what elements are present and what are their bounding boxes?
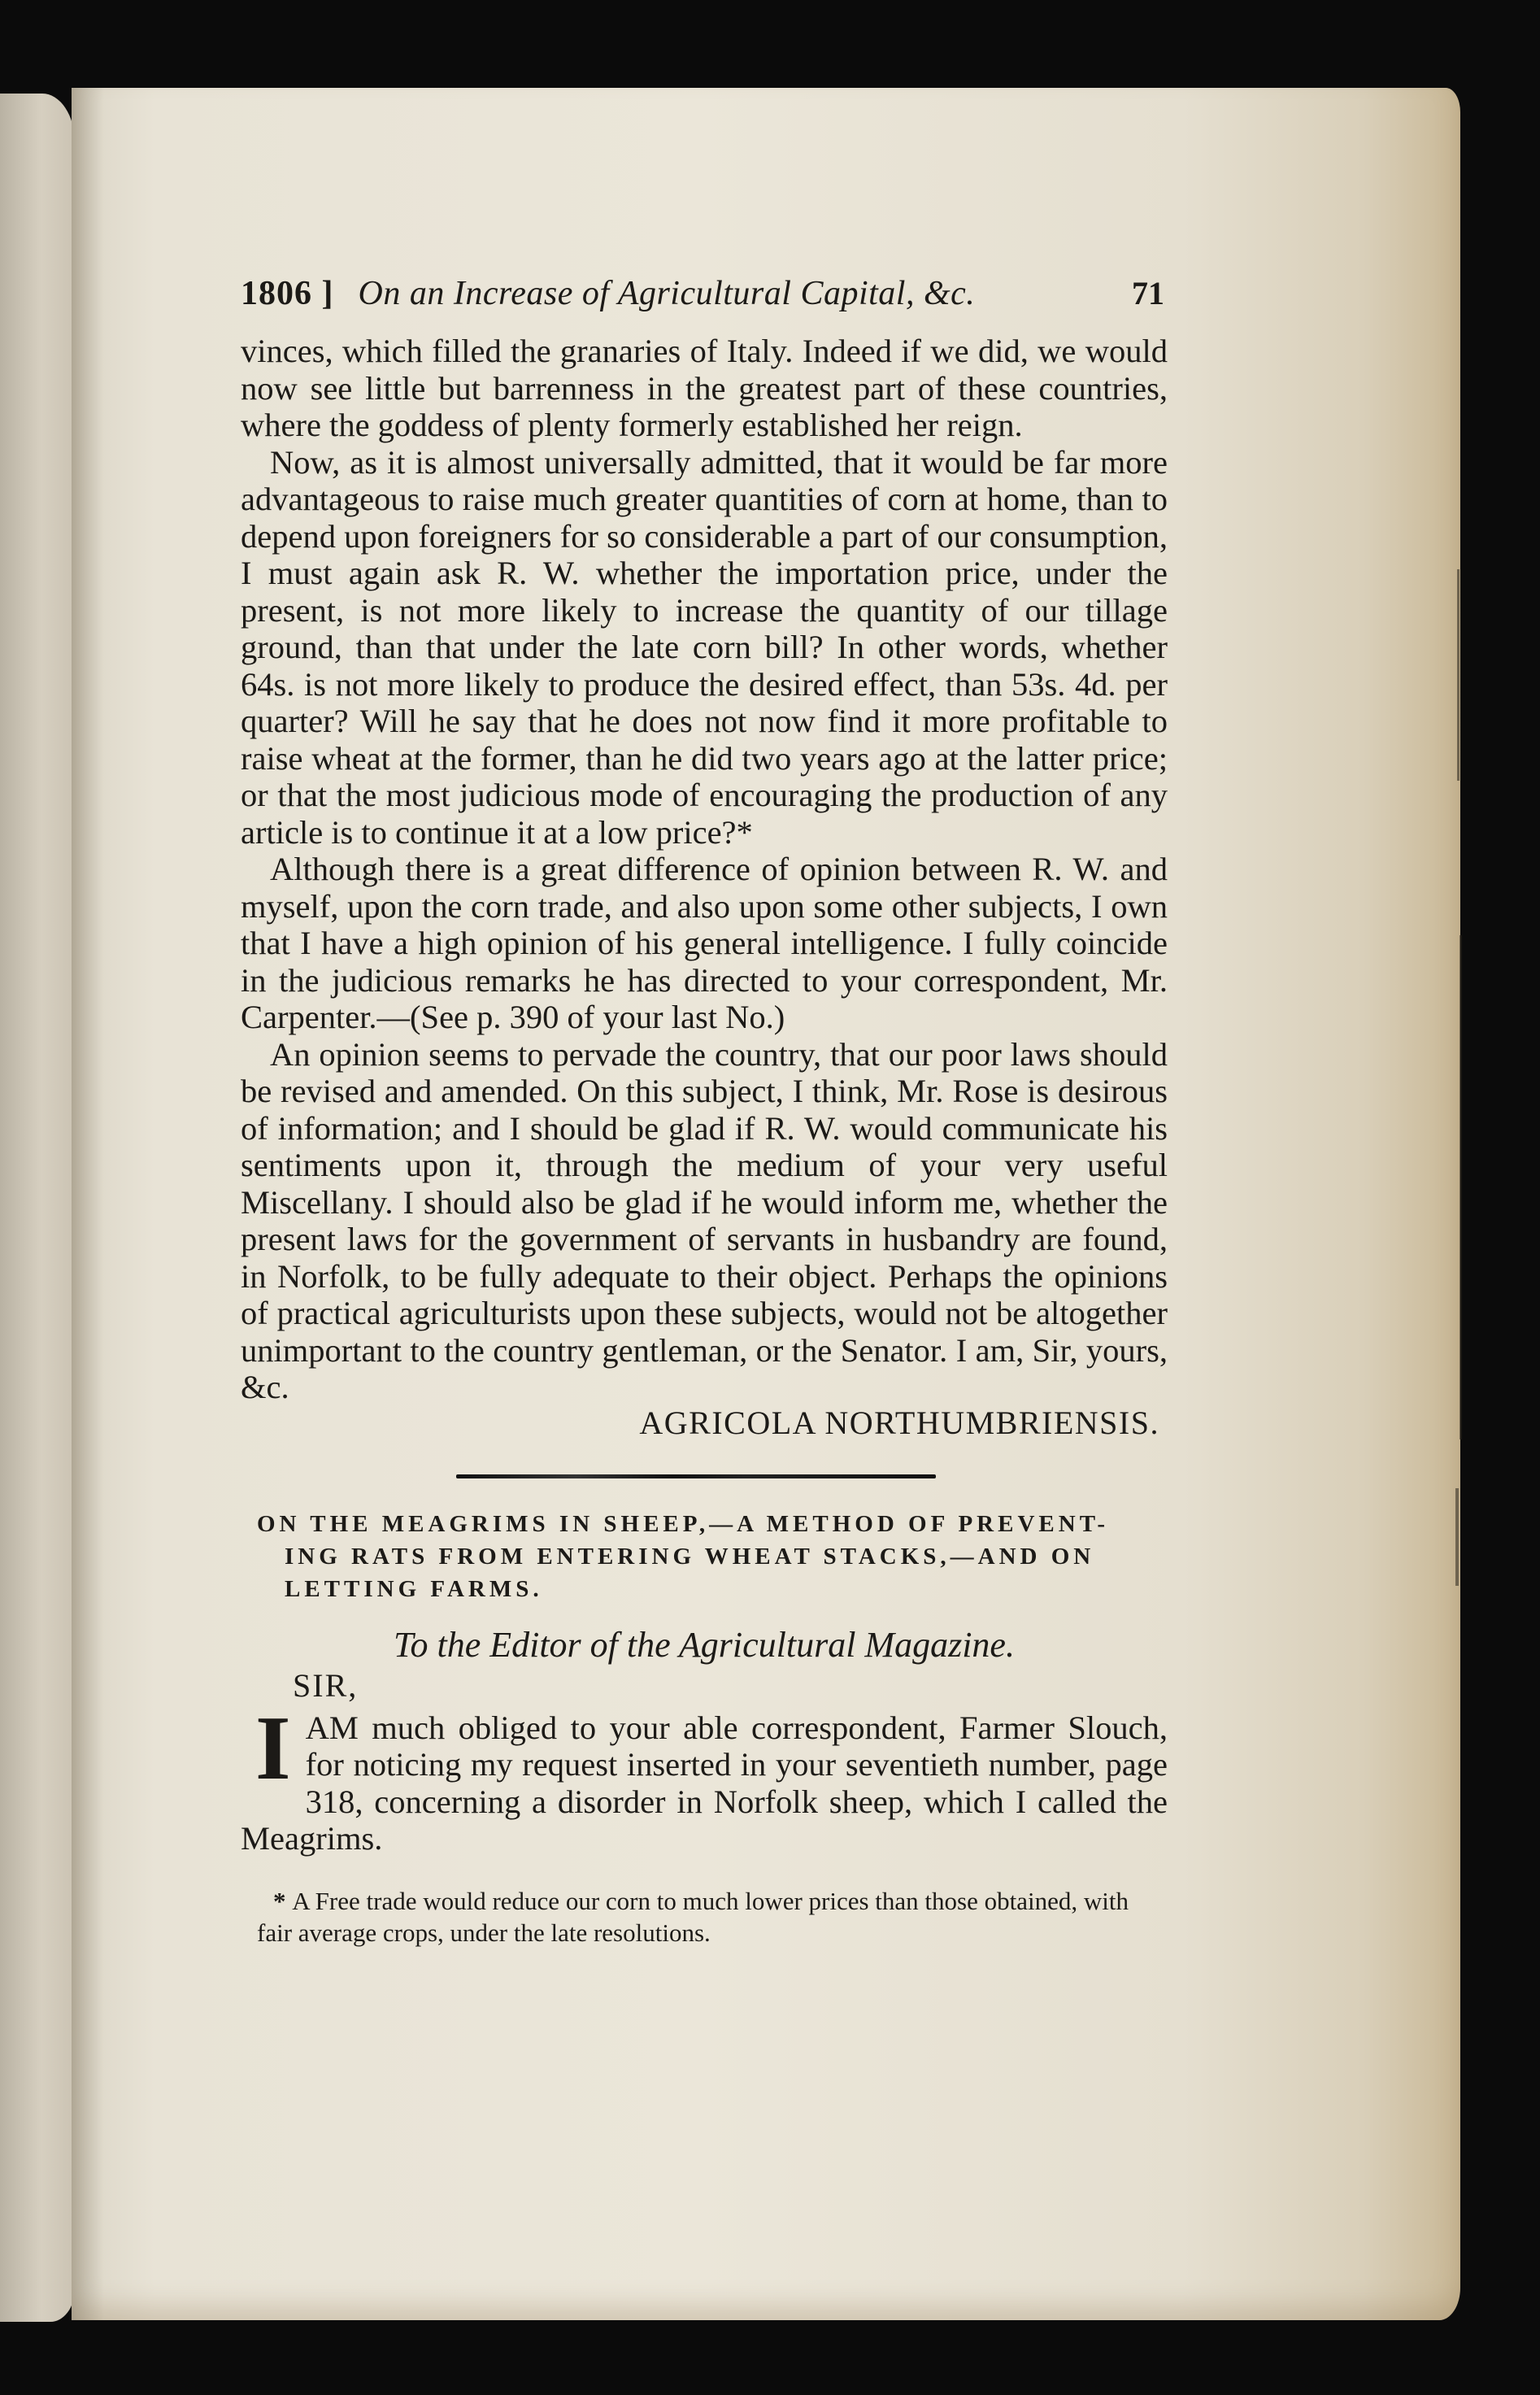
binding-mark	[1460, 935, 1462, 1439]
article-heading-line1: ON THE MEAGRIMS IN SHEEP,—A METHOD OF PREVENT-	[257, 1510, 1110, 1537]
paragraph-corn-importation: Now, as it is almost universally admitted, that it would be far more advantageous to raise much greater quantities of corn at home, than to depend upon foreigners for so considerable a part of our consumption, I must again ask R. W. whether the importation price, under the present, is not more likely to increase the quantity of our tillage ground, than that under the late corn bill? In other words, whether 64s. is not more likely to produce the desired effect, than 53s. 4d. per quarter? Will he say that he does not now find it more profitable to raise wheat at the former, than he did two years ago at the latter price; or that the most judicious mode of encouraging the production of any article is to continue it at a low price?*	[241, 443, 1168, 851]
salutation: SIR,	[293, 1666, 359, 1704]
paragraph-difference-of-opinion: Although there is a great difference of opinion between R. W. and myself, upon the corn trade, and also upon some other subjects, I own that I have a high opinion of his general intelligence. I fully coincide in the judicious remarks he has directed to your correspondent, Mr. Carpenter.—(See p. 390 of your last No.)	[241, 851, 1168, 1035]
page-number: 71	[1132, 275, 1164, 311]
article-body-text: AM much obliged to your able correspondent, Farmer Slouch, for noticing my request inserted in your seventieth number, page 318, concerning a disorder in Norfolk sheep, which I called the Meagrims.	[241, 1709, 1168, 1857]
article-body	[241, 1697, 1168, 1857]
article-heading-line3: LETTING FARMS.	[285, 1575, 543, 1602]
running-head-year: 1806 ]	[241, 275, 334, 312]
article-heading-line2: ING RATS FROM ENTERING WHEAT STACKS,—AND ON	[285, 1543, 1095, 1570]
footnote-text: A Free trade would reduce our corn to much lower prices than those obtained, with fair average crops, under the late resolutions.	[257, 1886, 1129, 1947]
paragraph-poor-laws: An opinion seems to pervade the country, that our poor laws should be revised and amended. On this subject, I think, Mr. Rose is desirous of information; and I should be glad if R. W. would communicate his sentiments upon it, through the medium of your very useful Miscellany. I should also be glad if he would inform me, whether the present laws for the government of servants in husbandry are found, in Norfolk, to be fully adequate to their object. Perhaps the opinions of practical agriculturists upon these subjects, would not be altogether unimportant to the country gentleman, or the Senator. I am, Sir, yours, &c.	[241, 1035, 1168, 1405]
gutter-shadow	[72, 88, 104, 2320]
paragraph-continuation: vinces, which filled the granaries of Italy. Indeed if we did, we would now see little but barrenness in the greatest part of these countries, where the goddess of plenty formerly established her reign.	[241, 333, 1168, 443]
facing-page-edge	[0, 94, 75, 2322]
section-divider-rule	[456, 1474, 936, 1478]
footnote-marker: *	[273, 1886, 286, 1915]
letter-signature: AGRICOLA NORTHUMBRIENSIS.	[639, 1404, 1159, 1441]
page-text-block	[241, 272, 1168, 1949]
binding-mark	[1457, 569, 1460, 781]
addressed-to: To the Editor of the Agricultural Magazine.	[394, 1624, 1015, 1665]
article-heading	[241, 1508, 1168, 1605]
running-head	[241, 272, 1168, 315]
drop-cap: I	[255, 1697, 291, 1799]
binding-mark	[1455, 1488, 1459, 1586]
footnote	[241, 1885, 1168, 1949]
running-head-title: On an Increase of Agricultural Capital, &c.	[358, 275, 976, 312]
